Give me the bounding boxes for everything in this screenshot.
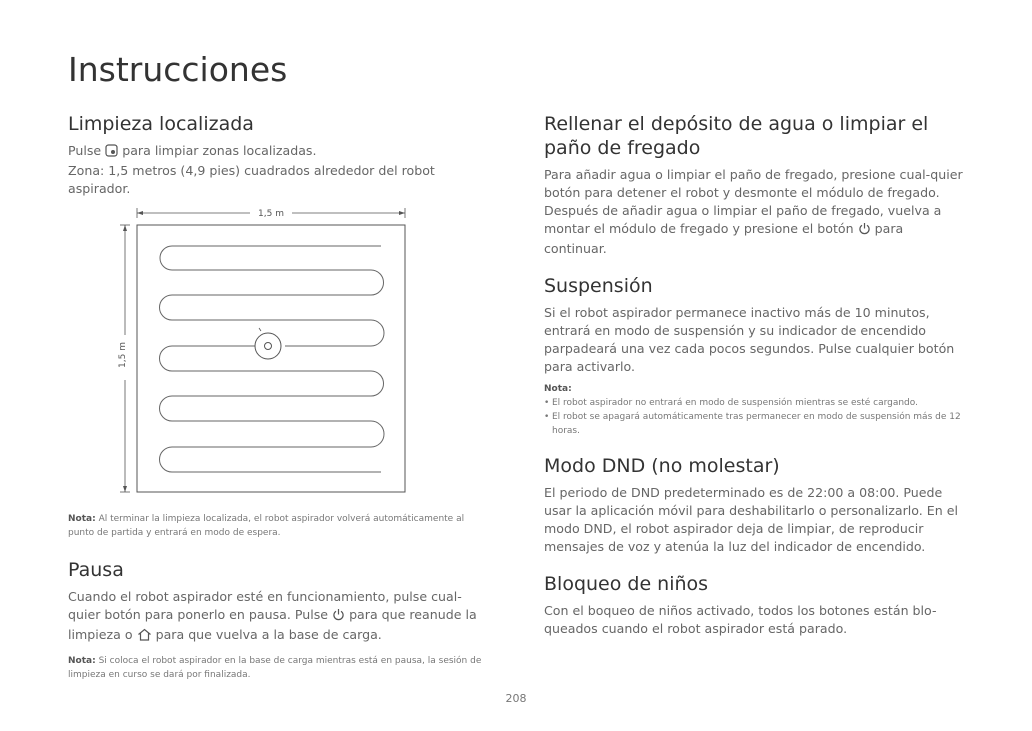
right-column — [544, 112, 968, 638]
pause-text — [68, 588, 492, 646]
note-label: Nota: — [544, 384, 572, 394]
child-lock-text: Con el boqueo de niños activado, todos los botones están blo-queados cuando el robot aspirador está parado. — [544, 603, 937, 636]
pause-heading: Pausa — [68, 559, 124, 581]
note-text: Si coloca el robot aspirador en la base de carga mientras está en pausa, la sesión de limpieza en curso se dará por finalizada. — [68, 656, 482, 680]
pause-text3: para que vuelva a la base de carga. — [155, 627, 382, 642]
spot-clean-icon — [105, 144, 118, 162]
height-label: 1,5 m — [118, 342, 128, 368]
sleep-note — [544, 382, 968, 438]
cleaning-path — [160, 246, 385, 472]
dnd-heading: Modo DND (no molestar) — [544, 455, 780, 477]
sleep-note-item: • El robot aspirador no entrará en modo de suspensión mientras se esté cargando. — [544, 396, 968, 410]
refill-text1: Para añadir agua o limpiar el paño de fregado, presione cual-quier botón para detener el robot y desmonte el módulo de fregado. Después de añadir agua o limpiar el paño de fregado, vuelva a montar el módulo de fregado y presione el botón — [544, 167, 963, 236]
spot-line2: Zona: 1,5 metros (4,9 pies) cuadrados alrededor del robot aspirador. — [68, 163, 435, 196]
robot-icon — [255, 328, 281, 359]
refill-heading: Rellenar el depósito de agua o limpiar el paño de fregado — [544, 113, 929, 159]
note-label: Nota: — [68, 514, 96, 524]
left-lower — [68, 512, 492, 682]
sleep-heading: Suspensión — [544, 275, 653, 297]
refill-text2: para continuar. — [544, 221, 904, 256]
sleep-text: Si el robot aspirador permanece inactivo más de 10 minutos, entrará en modo de suspensión y su indicador de encendido parpadeará una vez cada pocos segundos. Pulse cualquier botón para activarlo. — [544, 305, 955, 374]
dnd-text: El periodo de DND predeterminado es de 22:00 a 08:00. Puede usar la aplicación móvil para deshabilitarlo o personalizarlo. En el modo DND, el robot aspirador deja de limpiar, de reproducir mensajes de voz y atenúa la luz del indicador de encendido. — [544, 485, 958, 554]
height-dimension — [118, 225, 130, 492]
home-icon — [137, 628, 152, 646]
spot-cleaning-text — [68, 142, 492, 198]
note-label: Nota: — [68, 656, 96, 666]
spot-cleaning-diagram — [115, 205, 415, 497]
power-icon — [332, 608, 345, 626]
sleep-note-list — [544, 396, 968, 438]
refill-text — [544, 166, 968, 258]
pause-note — [68, 654, 492, 682]
spot-line1-pre: Pulse — [68, 143, 102, 158]
spot-cleaning-heading: Limpieza localizada — [68, 113, 254, 135]
power-icon — [858, 222, 871, 240]
pause-text2: para que reanude la limpieza o — [68, 607, 477, 642]
sleep-note-item: • El robot se apagará automáticamente tras permanecer en modo de suspensión más de 12 horas. — [544, 410, 968, 438]
spot-line1-post: para limpiar zonas localizadas. — [122, 143, 317, 158]
note-text: Al terminar la limpieza localizada, el robot aspirador volverá automáticamente al punto de partida y entrará en modo de espera. — [68, 514, 465, 538]
page-number: 208 — [505, 692, 527, 705]
width-dimension — [137, 208, 405, 219]
child-lock-heading: Bloqueo de niños — [544, 573, 709, 595]
pause-text1: Cuando el robot aspirador esté en funcionamiento, pulse cual-quier botón para ponerlo en pausa. Pulse — [68, 589, 462, 622]
width-label: 1,5 m — [258, 209, 284, 219]
page-title: Instrucciones — [68, 50, 288, 89]
left-column — [68, 112, 492, 198]
spot-note — [68, 512, 492, 540]
